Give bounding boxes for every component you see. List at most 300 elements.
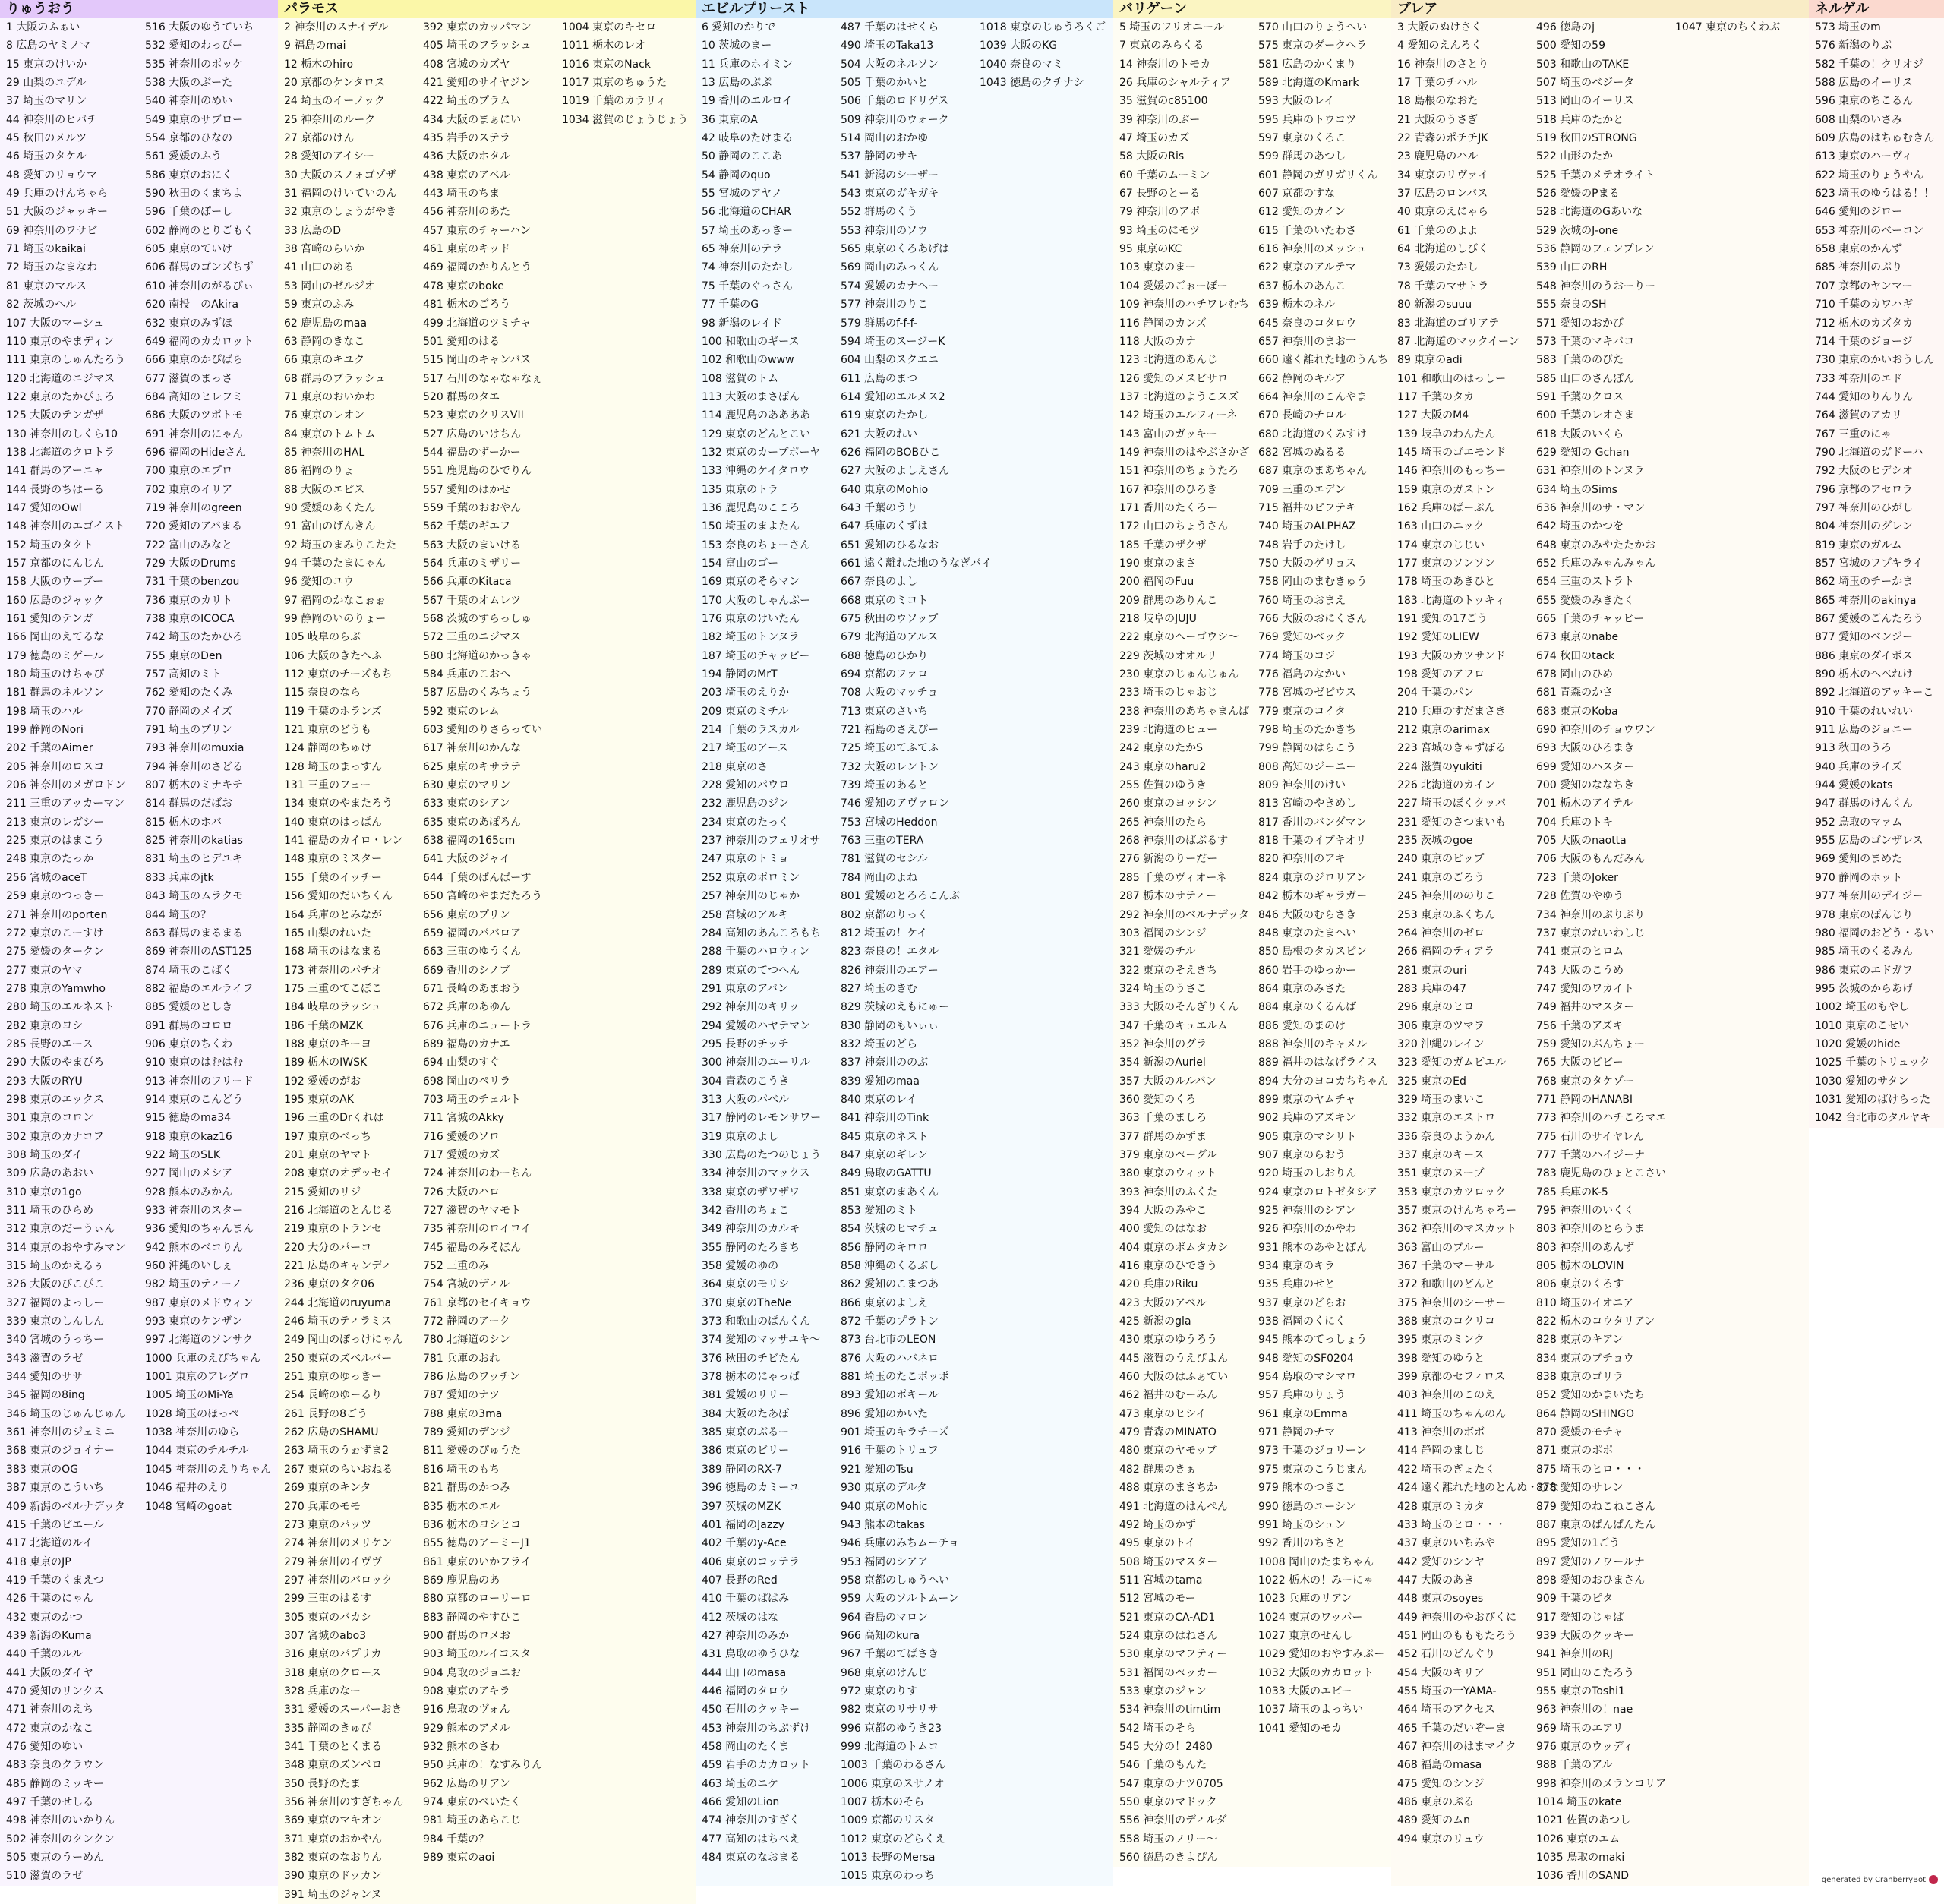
member-entry: 427 神奈川のみか [702, 1629, 790, 1642]
member-entry: 498 神奈川のいかりん [6, 1814, 115, 1827]
member-entry: 499 北海道のツミチャ [423, 317, 532, 330]
member-entry: 643 千葉のうり [841, 501, 918, 514]
member-entry: 756 千葉のアズキ [1536, 1019, 1624, 1032]
member-entry: 354 新潟のAuriel [1119, 1056, 1206, 1069]
member-entry: 124 静岡のちゅけ [284, 742, 372, 755]
member-entry: 508 埼玉のマスター [1119, 1555, 1218, 1568]
team-header: ブレア [1391, 0, 1809, 18]
member-entry: 350 長野のたま [284, 1777, 361, 1790]
member-entry: 545 大分の！2480 [1119, 1740, 1213, 1753]
member-entry: 952 鳥取のマァム [1815, 816, 1903, 829]
member-entry: 134 東京のやまたろう [284, 797, 393, 810]
member-entry: 206 神奈川のメガロドン [6, 779, 126, 792]
member-entry: 784 岡山のよね [841, 871, 918, 884]
member-entry: 11 兵庫のホイミン [702, 58, 794, 71]
member-entry: 468 福島のmasa [1397, 1759, 1482, 1772]
member-entry: 826 神奈川のエアー [841, 964, 939, 977]
member-entry: 617 神奈川のかんな [423, 742, 522, 755]
member-entry: 373 和歌山のぱんくん [702, 1315, 811, 1328]
member-entry: 413 神奈川のボボ [1397, 1426, 1485, 1439]
member-column [556, 18, 695, 1904]
member-entry: 426 千葉のにゃん [6, 1593, 93, 1606]
member-entry: 18 島根のなおた [1397, 95, 1479, 108]
member-entry: 59 東京のふみ [284, 298, 355, 311]
member-entry: 886 愛知のまのけ [1258, 1019, 1346, 1032]
member-entry: 405 埼玉のフラッシュ [423, 39, 532, 52]
member-entry: 50 静岡のここあ [702, 150, 783, 163]
member-entry: 993 東京のケンザン [145, 1315, 243, 1328]
member-column [0, 18, 139, 1886]
member-entry: 989 東京のaoi [423, 1852, 495, 1865]
member-entry: 183 北海道のトッキィ [1397, 594, 1506, 607]
member-entry: 829 茨城のえもにゅー [841, 1001, 949, 1014]
member-entry: 329 埼玉のまいこ [1397, 1093, 1485, 1106]
member-entry: 111 東京のしゅんたろう [6, 354, 126, 367]
member-entry: 925 神奈川のシアン [1258, 1205, 1356, 1217]
member-entry: 671 長崎のあまおう [423, 982, 522, 995]
member-entry: 82 茨城のヘル [6, 298, 77, 311]
member-entry: 491 北海道のはんぺん [1119, 1500, 1228, 1513]
member-entry: 160 広島のジャック [6, 594, 104, 607]
member-entry: 36 東京のA [702, 113, 758, 126]
member-entry: 497 千葉のせしる [6, 1796, 94, 1808]
member-entry: 422 埼玉のぎょたく [1397, 1463, 1496, 1476]
member-entry: 243 東京のharu2 [1119, 760, 1207, 773]
member-entry: 906 東京のちくわ [145, 1037, 233, 1050]
member-entry: 680 北海道のくみすけ [1258, 428, 1368, 440]
member-entry: 135 東京のトラ [702, 483, 779, 496]
member-entry: 688 徳島のひかり [841, 649, 929, 662]
member-entry: 415 千葉のピエール [6, 1518, 104, 1531]
member-entry: 1021 佐賀のあつし [1536, 1814, 1631, 1827]
member-entry: 379 東京のペーグル [1119, 1148, 1217, 1161]
member-entry: 40 東京のえにゃら [1397, 206, 1488, 219]
member-entry: 485 静岡のミッキー [6, 1777, 104, 1790]
member-entry: 853 愛知のミト [841, 1205, 918, 1217]
member-entry: 30 大阪のスノォゴゾザ [284, 169, 396, 182]
member-entry: 131 三重のフェー [284, 779, 371, 792]
member-entry: 161 愛知のテンガ [6, 613, 93, 625]
member-entry: 319 東京のよし [702, 1130, 779, 1143]
member-entry: 588 広島のイーリス [1815, 77, 1913, 90]
member-entry: 1005 埼玉のMi-Ya [145, 1389, 234, 1402]
member-entry: 799 静岡のはらこう [1258, 742, 1357, 755]
member-entry: 42 岐阜のたけまる [702, 132, 794, 145]
member-entry: 71 東京のおいかわ [284, 390, 376, 403]
member-entry: 104 愛媛のごぉーぼー [1119, 279, 1228, 292]
member-entry: 37 広島のロンバス [1397, 188, 1488, 201]
member-entry: 364 東京のモリシ [702, 1278, 790, 1291]
member-entry: 210 兵庫のすだまさき [1397, 705, 1507, 718]
member-entry: 817 香川のバンダマン [1258, 816, 1367, 829]
member-entry: 501 愛知のはる [423, 335, 500, 348]
member-entry: 168 埼玉のはなまる [284, 946, 383, 958]
member-entry: 228 愛知のパウロ [702, 779, 790, 792]
member-entry: 940 東京のMohic [841, 1500, 928, 1513]
member-entry: 899 東京のヤムチャ [1258, 1093, 1356, 1106]
member-entry: 920 埼玉のしおりん [1258, 1167, 1357, 1180]
member-entry: 147 愛知のOwl [6, 501, 82, 514]
member-entry: 478 東京のboke [423, 279, 504, 292]
member-entry: 842 栃木のギャラガー [1258, 890, 1368, 903]
member-entry: 151 神奈川のちょうたろ [1119, 465, 1239, 478]
member-entry: 726 大阪のハロ [423, 1186, 500, 1198]
member-entry: 525 千葉のメテオライト [1536, 169, 1655, 182]
member-entry: 63 静岡のきなこ [284, 335, 365, 348]
member-entry: 444 山口のmasa [702, 1666, 787, 1679]
member-entry: 470 愛知のリンクス [6, 1685, 104, 1697]
member-entry: 816 埼玉のもち [423, 1463, 500, 1476]
member-entry: 115 奈良のなら [284, 687, 361, 699]
member-entry: 943 熊本のtakas [841, 1518, 925, 1531]
member-entry: 1000 兵庫のえびちゃん [145, 1352, 261, 1365]
member-entry: 407 長野のRed [702, 1574, 778, 1587]
member-entry: 394 大阪のみやこ [1119, 1205, 1207, 1217]
member-entry: 487 千葉のはせくら [841, 21, 939, 33]
member-entry: 773 神奈川のハチころマエ [1536, 1112, 1667, 1125]
member-entry: 457 東京のチャーハン [423, 224, 532, 237]
member-entry: 91 富山のげんきん [284, 520, 376, 533]
team-group [0, 0, 278, 1883]
member-entry: 739 埼玉のあると [841, 779, 929, 792]
team-columns [0, 18, 278, 1886]
member-entry: 774 埼玉のコジ [1258, 649, 1336, 662]
member-entry: 960 沖縄のいしぇ [145, 1260, 233, 1273]
member-entry: 898 愛知のおひまさん [1536, 1574, 1646, 1587]
member-entry: 475 愛知のシンジ [1397, 1777, 1485, 1790]
member-entry: 265 神奈川のたら [1119, 816, 1207, 829]
member-entry: 707 京都のヤンマー [1815, 279, 1914, 292]
member-entry: 961 東京のEmma [1258, 1407, 1348, 1420]
member-entry: 717 愛媛のカズ [423, 1148, 500, 1161]
member-entry: 348 東京のズンペロ [284, 1759, 383, 1772]
member-entry: 462 福井のむーみん [1119, 1389, 1218, 1402]
member-entry: 939 大阪のクッキー [1536, 1629, 1635, 1642]
member-entry: 460 大阪のはふぁてい [1119, 1371, 1229, 1384]
member-entry: 432 東京のかつ [6, 1611, 84, 1624]
member-entry: 524 東京のはねさん [1119, 1629, 1218, 1642]
member-entry: 752 三重のみ [423, 1260, 490, 1273]
member-entry: 967 千葉のてばさき [841, 1648, 939, 1661]
member-entry: 1008 岡山のたまちゃん [1258, 1555, 1374, 1568]
member-entry: 882 福島のエルライフ [145, 982, 254, 995]
member-entry: 3 大阪のぬけさく [1397, 21, 1482, 33]
member-entry: 409 新潟のベルナデッタ [6, 1500, 125, 1513]
member-entry: 133 沖縄のケイタロウ [702, 465, 810, 478]
member-entry: 878 愛知のサレン [1536, 1482, 1624, 1495]
member-entry: 391 埼玉のジャンヌ [284, 1888, 382, 1901]
member-entry: 198 愛知のアフロ [1397, 668, 1485, 681]
member-entry: 869 神奈川のAST125 [145, 946, 252, 958]
member-entry: 323 愛知のガムピエル [1397, 1056, 1507, 1069]
member-entry: 861 東京のいかフライ [423, 1555, 532, 1568]
member-entry: 668 東京のミコト [841, 594, 929, 607]
member-entry: 579 群馬のf-f-f- [841, 317, 917, 330]
member-entry: 950 兵庫の！なすみりん [423, 1759, 543, 1772]
member-entry: 568 茨城のすらっしゅ [423, 613, 532, 625]
member-entry: 895 愛知の1ごう [1536, 1537, 1621, 1550]
member-entry: 807 栃木のミナキチ [145, 779, 244, 792]
member-entry: 546 千葉のもんた [1119, 1759, 1207, 1772]
member-entry: 217 埼玉のアース [702, 742, 789, 755]
member-entry: 275 愛媛のタークン [6, 946, 105, 958]
member-entry: 732 大阪のレントン [841, 760, 939, 773]
member-entry: 387 東京のこういち [6, 1482, 105, 1495]
member-entry: 877 愛知のベンジー [1815, 631, 1913, 644]
member-entry: 629 愛知の Gchan [1536, 446, 1630, 459]
member-entry: 979 熊本のつきこ [1258, 1482, 1346, 1495]
member-entry: 233 埼玉のじゃおじ [1119, 687, 1218, 699]
member-entry: 357 東京のけんちゃろー [1397, 1205, 1517, 1217]
member-entry: 608 山梨のいさみ [1815, 113, 1903, 126]
member-entry: 848 東京のたまへい [1258, 927, 1357, 939]
member-entry: 97 福岡のかなこぉぉ [284, 594, 386, 607]
member-entry: 29 山梨のユデル [6, 77, 87, 90]
member-entry: 743 大阪のこうめ [1536, 964, 1624, 977]
member-entry: 686 大阪のツボトモ [145, 409, 243, 422]
member-entry: 618 大阪のいくら [1536, 428, 1624, 440]
member-entry: 788 東京の3ma [423, 1407, 503, 1420]
member-entry: 347 千葉のキュエルム [1119, 1019, 1228, 1032]
member-entry: 280 埼玉のエルネスト [6, 1001, 115, 1014]
member-entry: 66 東京のキユク [284, 354, 365, 367]
member-entry: 893 愛知のポキール [841, 1389, 939, 1402]
member-entry: 455 埼玉の一YAMA- [1397, 1685, 1497, 1697]
member-entry: 591 千葉のクロス [1536, 390, 1624, 403]
member-entry: 556 神奈川のディルダ [1119, 1814, 1227, 1827]
member-entry: 316 東京のパプリカ [284, 1648, 382, 1661]
member-entry: 336 奈良のようかん [1397, 1130, 1496, 1143]
member-column [1669, 18, 1808, 1886]
member-entry: 833 兵庫のjtk [145, 871, 214, 884]
member-entry: 389 静岡のRX-7 [702, 1463, 782, 1476]
member-entry: 929 熊本のアメル [423, 1722, 510, 1735]
member-entry: 174 東京のじじい [1397, 538, 1485, 551]
member-entry: 410 千葉のぱぱみ [702, 1593, 790, 1606]
member-column [1252, 18, 1391, 1867]
member-entry: 371 東京のおかやん [284, 1833, 383, 1846]
member-entry: 5 埼玉のフリオニール [1119, 21, 1224, 33]
member-entry: 4 愛知のえんろく [1397, 39, 1482, 52]
member-entry: 1043 徳島のクチナシ [980, 77, 1084, 90]
member-entry: 938 福岡のくにく [1258, 1315, 1346, 1328]
member-entry: 587 広島のくみちょう [423, 687, 532, 699]
member-entry: 655 愛媛のみきたく [1536, 594, 1635, 607]
member-entry: 299 三重のはるす [284, 1593, 372, 1606]
member-entry: 650 宮崎のやまだたろう [423, 890, 543, 903]
member-entry: 322 東京のそえきち [1119, 964, 1218, 977]
member-entry: 696 福岡のHideさん [145, 446, 247, 459]
member-entry: 710 千葉のカワハギ [1815, 298, 1914, 311]
member-entry: 627 大阪のよしえさん [841, 465, 950, 478]
member-entry: 905 東京のマシリト [1258, 1130, 1357, 1143]
member-entry: 167 神奈川のひろき [1119, 483, 1218, 496]
member-entry: 660 遠く離れた地のうんち [1258, 354, 1389, 367]
member-entry: 480 東京のヤモップ [1119, 1445, 1217, 1457]
member-entry: 601 静岡のガリガリくん [1258, 169, 1378, 182]
member-entry: 757 高知のミト [145, 668, 222, 681]
member-entry: 677 滋賀のまっさ [145, 372, 233, 385]
member-entry: 684 高知のヒレフミ [145, 390, 244, 403]
member-entry: 255 佐賀のゆうき [1119, 779, 1207, 792]
member-entry: 702 東京のイリア [145, 483, 233, 496]
member-entry: 783 鹿児島のひょとこさい [1536, 1167, 1667, 1180]
member-entry: 335 静岡のきゅび [284, 1722, 372, 1735]
member-entry: 488 東京のまさちか [1119, 1482, 1218, 1495]
member-entry: 182 埼玉のトンヌラ [702, 631, 800, 644]
member-entry: 647 兵庫のくずは [841, 520, 929, 533]
member-entry: 39 神奈川のぶー [1119, 113, 1201, 126]
member-entry: 484 東京のなおまる [702, 1852, 800, 1865]
member-entry: 110 東京のやまディン [6, 335, 115, 348]
member-entry: 781 滋賀のセシル [841, 853, 928, 866]
member-entry: 144 長野のちはーる [6, 483, 105, 496]
member-entry: 451 岡山のもももたろう [1397, 1629, 1517, 1642]
member-entry: 307 宮城のabo3 [284, 1629, 367, 1642]
member-entry: 577 神奈川のりこ [841, 298, 929, 311]
member-entry: 23 鹿児島のハル [1397, 150, 1479, 163]
member-entry: 285 長野のエース [6, 1037, 93, 1050]
member-entry: 226 北海道のカイン [1397, 779, 1495, 792]
member-entry: 205 神奈川のロスコ [6, 760, 105, 773]
member-entry: 550 東京のマドック [1119, 1796, 1217, 1808]
member-entry: 828 東京のキアン [1536, 1334, 1624, 1347]
member-entry: 458 岡山のたくま [702, 1740, 790, 1753]
member-entry: 129 東京のどんとこい [702, 428, 811, 440]
member-entry: 869 鹿児島のあ [423, 1574, 500, 1587]
member-entry: 293 大阪のRYU [6, 1075, 83, 1088]
member-entry: 489 愛知のムn [1397, 1814, 1471, 1827]
member-entry: 812 埼玉の！ケイ [841, 927, 928, 939]
member-entry: 733 神奈川のエド [1815, 372, 1903, 385]
member-entry: 101 和歌山のはっしー [1397, 372, 1507, 385]
member-entry: 64 北海道のしびく [1397, 243, 1489, 256]
member-entry: 916 鳥取のヴォん [423, 1703, 510, 1716]
member-entry: 810 埼玉のイオニア [1536, 1296, 1634, 1309]
member-entry: 79 神奈川のアポ [1119, 206, 1201, 219]
member-entry: 772 静岡のアーク [423, 1315, 510, 1328]
member-entry: 975 東京のこうじまん [1258, 1463, 1368, 1476]
member-entry: 256 宮城のaceT [6, 871, 87, 884]
member-entry: 149 神奈川のはやぶさかざ [1119, 446, 1250, 459]
member-entry: 431 鳥取のゆうひな [702, 1648, 800, 1661]
member-entry: 175 三重のてこぽこ [284, 982, 383, 995]
member-entry: 312 東京のだーうぃん [6, 1223, 115, 1236]
member-entry: 865 神奈川のakinya [1815, 594, 1917, 607]
member-entry: 258 宮城のアルキ [702, 908, 789, 921]
member-entry: 753 宮城のHeddon [841, 816, 938, 829]
member-entry: 549 東京のサブロー [145, 113, 244, 126]
member-entry: 622 東京のアルテマ [1258, 261, 1356, 274]
member-entry: 22 青森のポチチJK [1397, 132, 1488, 145]
member-entry: 454 大阪のキリア [1397, 1666, 1485, 1679]
member-entry: 157 京都のにんじん [6, 557, 105, 570]
member-entry: 719 神奈川のgreen [145, 501, 242, 514]
member-entry: 1033 大阪のエピー [1258, 1685, 1352, 1697]
member-entry: 862 愛知のこまつあ [841, 1278, 939, 1291]
member-entry: 814 群馬のだばお [145, 797, 233, 810]
member-entry: 832 埼玉のどら [841, 1037, 918, 1050]
member-entry: 785 兵庫のK-5 [1536, 1186, 1608, 1198]
member-entry: 35 滋賀のc85100 [1119, 95, 1208, 108]
member-entry: 126 愛知のメスビサロ [1119, 372, 1229, 385]
member-entry: 225 東京のはまこう [6, 835, 105, 848]
member-entry: 584 兵庫のこおへ [423, 668, 511, 681]
member-entry: 622 埼玉のりょうやん [1815, 169, 1924, 182]
member-entry: 711 宮城のAkky [423, 1112, 504, 1125]
member-entry: 951 岡山のこたろう [1536, 1666, 1635, 1679]
member-entry: 924 東京のロトゼタシア [1258, 1186, 1378, 1198]
member-entry: 208 東京のオデッセイ [284, 1167, 393, 1180]
member-entry: 970 静岡のホット [1815, 871, 1903, 884]
member-entry: 1007 栃木のそら [841, 1796, 925, 1808]
member-entry: 1022 栃木の！みーにゃ [1258, 1574, 1374, 1587]
member-entry: 408 宮城のカズヤ [423, 58, 510, 71]
member-entry: 204 千葉のパン [1397, 687, 1475, 699]
member-entry: 420 兵庫のRiku [1119, 1278, 1198, 1291]
member-entry: 715 福井のピフテキ [1258, 501, 1357, 514]
member-entry: 1001 東京のアレグロ [145, 1371, 250, 1384]
member-entry: 181 群馬のネルソン [6, 687, 105, 699]
member-entry: 198 埼玉のハル [6, 705, 84, 718]
member-entry: 438 東京のアベル [423, 169, 510, 182]
member-entry: 279 神奈川のイヴヴ [284, 1555, 383, 1568]
member-entry: 269 東京のキンタ [284, 1482, 371, 1495]
member-entry: 1018 東京のじゅうろくご [980, 21, 1106, 33]
member-entry: 253 東京のふくちん [1397, 908, 1496, 921]
member-entry: 403 神奈川のこのえ [1397, 1389, 1496, 1402]
member-entry: 986 東京のエドガワ [1815, 964, 1913, 977]
member-entry: 722 富山のみなと [145, 538, 233, 551]
member-entry: 875 埼玉のヒロ・・・ [1536, 1463, 1646, 1476]
member-entry: 146 神奈川のもっちー [1397, 465, 1507, 478]
member-entry: 55 宮城のアヤノ [702, 188, 782, 201]
member-entry: 476 愛知のゆい [6, 1740, 84, 1753]
member-entry: 400 愛知のはなお [1119, 1223, 1207, 1236]
member-entry: 926 神奈川のかやわ [1258, 1223, 1357, 1236]
member-entry: 793 神奈川のmuxia [145, 742, 245, 755]
member-entry: 576 新潟のりぷ [1815, 39, 1892, 52]
member-entry: 274 神奈川のメリケン [284, 1537, 393, 1550]
member-entry: 67 長野のとーる [1119, 188, 1201, 201]
member-entry: 856 静岡のキロロ [841, 1241, 929, 1254]
member-entry: 324 埼玉のうさこ [1119, 982, 1207, 995]
member-entry: 340 宮城のうっちー [6, 1334, 105, 1347]
member-entry: 45 秋田のメルツ [6, 132, 87, 145]
member-entry: 503 和歌山のTAKE [1536, 58, 1630, 71]
member-entry: 260 東京のヨッシン [1119, 797, 1217, 810]
member-entry: 282 東京のヨシ [6, 1019, 84, 1032]
member-entry: 548 神奈川のうおーりー [1536, 279, 1656, 292]
member-entry: 824 東京のジロリアン [1258, 871, 1367, 884]
member-entry: 611 広島のまつ [841, 372, 918, 385]
member-entry: 866 東京のよしえ [841, 1296, 929, 1309]
member-entry: 709 三重のエデン [1258, 483, 1346, 496]
member-entry: 771 静岡のHANABI [1536, 1093, 1633, 1106]
member-entry: 494 東京のリュウ [1397, 1833, 1485, 1846]
member-entry: 602 静岡のとりごもく [145, 224, 254, 237]
member-entry: 414 静岡のましじ [1397, 1445, 1485, 1457]
member-entry: 889 福井のはなげライス [1258, 1056, 1378, 1069]
member-entry: 738 東京のICOCA [145, 613, 235, 625]
member-entry: 430 東京のゆうろう [1119, 1334, 1218, 1347]
member-entry: 770 静岡のメイズ [145, 705, 232, 718]
member-entry: 17 千葉のチハル [1397, 77, 1478, 90]
member-entry: 386 東京のビリー [702, 1445, 790, 1457]
team-header: ネルゲル [1809, 0, 1944, 18]
member-entry: 8 広島のヤミノマ [6, 39, 91, 52]
member-entry: 60 千葉のムーミン [1119, 169, 1210, 182]
